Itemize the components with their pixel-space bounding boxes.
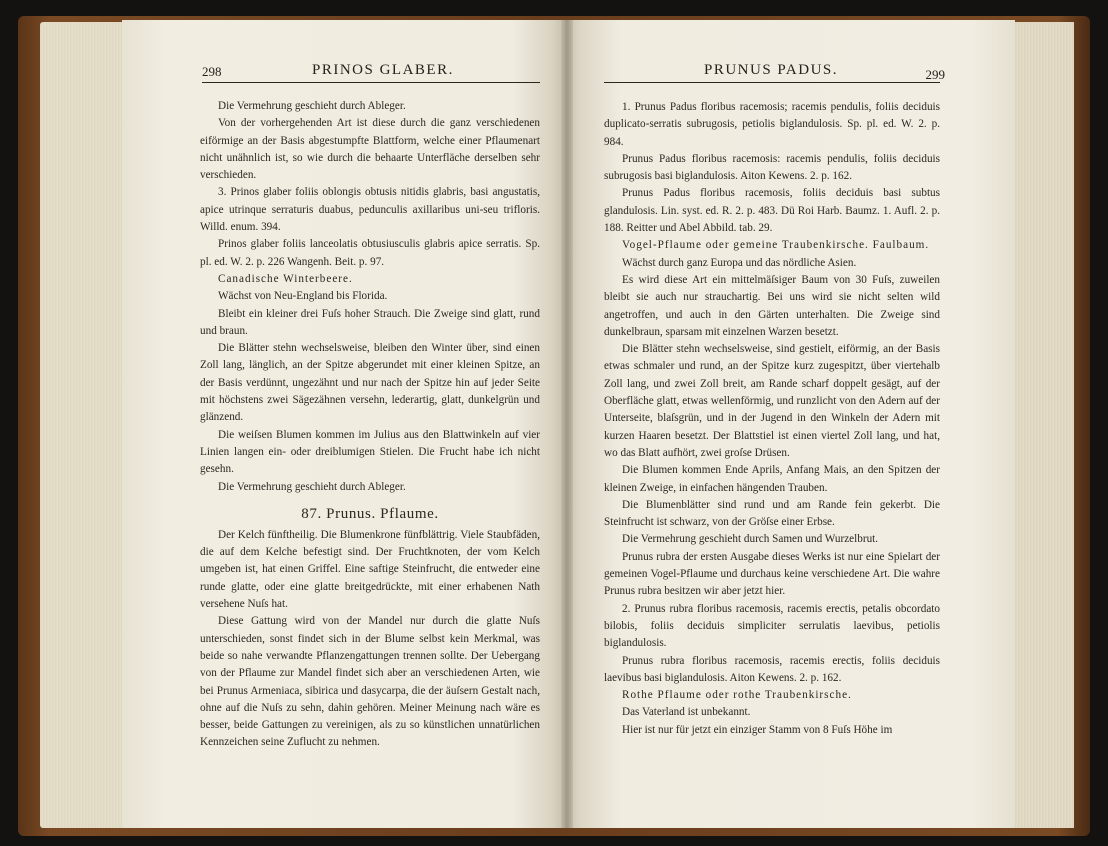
paragraph: Wächst von Neu-England bis Florida. [218,290,388,303]
paragraph: 1. Prunus Padus floribus racemosis; racemis pendulis, foliis deciduis duplicato-serratis subrugosis, petiolis biglandulosis. Sp. pl. ed. W. 2. p. 984. [604,101,940,148]
right-page-number: 299 [925,67,945,82]
paragraph: Prunus Padus floribus racemosis: racemis pendulis, foliis deciduis subrugosis basi biglandulosis. Aiton Kewens. 2. p. 162. [604,152,940,183]
paragraph: Die weiſsen Blumen kommen im Julius aus den Blattwinkeln auf vier Linien langen ein- oder dreiblumigen Stielen. Die Frucht habe ich nicht gesehn. [200,428,540,476]
paragraph: Die Vermehrung geschieht durch Samen und Wurzelbrut. [622,533,879,546]
paragraph: Die Vermehrung geschieht durch Ableger. [218,100,406,112]
right-page-header [604,58,945,83]
right-page-text [604,99,940,739]
paragraph: Diese Gattung wird von der Mandel nur durch die glatte Nuſs unterschieden, sonst findet sich in der Blume selbst kein Merkmal, was beide so nahe verwandte Pflanzengattungen trennen sollte. Der Uebergang von der Pflaume zur Mandel findet sich aber an verschiedenen Arten, wie bei Prunus Armeniaca, sibirica und dasycarpa, die der äuſsern Gestalt nach, ohne auf die Nuſs zu sehn, dahin gehören. Meiner Meinung nach wäre es besser, beide Gattungen zu vereinigen, als zu so künstlichen unnatürlichen Kennzeichen seine Zuflucht zu nehmen. [200,615,540,749]
paragraph: Die Vermehrung geschieht durch Ableger. [218,480,406,493]
page-edges-left [40,22,126,828]
paragraph: Prunus Padus floribus racemosis, foliis deciduis basi subtus glandulosis. Lin. syst. ed. R. 2. p. 483. Dü Roi Harb. Baumz. 1. Aufl. 2. p. 188. Reitter und Abel Abbild. tab. 29. [604,187,940,235]
paragraph: Vogel-Pflaume oder gemeine Traubenkirsche. Faulbaum. [622,239,930,252]
paragraph: Es wird diese Art ein mittelmäſsiger Baum von 30 Fuſs, zuweilen bleibt sie auch nur strauchartig. Bei uns wird sie nicht selten wild angetroffen, und auch in den Gärten unterhalten. Die Zweige sind dunkelbraun, sparsam mit einzelnen Warzen besetzt. [604,273,940,338]
paragraph: Prinos glaber foliis lanceolatis obtusiusculis glabris apice serratis. Sp. pl. ed. W. 2. p. 226 Wangenh. Beit. p. 97. [200,238,540,268]
paragraph: Der Kelch fünftheilig. Die Blumenkrone fünfblättrig. Viele Staubfäden, die auf dem Kelche befestigt sind. Der Fruchtknoten, der vom Kelch umgeben ist, hat einen Griffel. Eine saftige Steinfrucht, die entweder eine runde glatte, oder eine glatte breitgedrückte, mit einer erhabenen Nath versehene Nuſs hat. [200,528,540,611]
paragraph: Die Blumenblätter sind rund und am Rande fein gekerbt. Die Steinfrucht ist schwarz, von der Gröſse einer Erbse. [604,498,940,529]
paragraph: Canadische Winterbeere. [218,272,353,285]
paragraph: Die Blätter stehn wechselsweise, bleiben den Winter über, sind einen Zoll lang, länglich, an der Spitze abgerundet mit einer kleinen Spitze, an der Basis verdünnt, ungezähnt und nur nach der Spitze hin auf jeder Seite mit höchstens zwei Sägezähnen versehn, lederartig, glatt, dunkelgrün und glänzend. [200,342,540,424]
paragraph: Von der vorhergehenden Art ist diese durch die ganz verschiedenen eiförmige an der Basis abgestumpfte Blattform, welche einer Pflaumenart nicht unähnlich ist, so wie durch die behaarte Unterfläche derselben sehr verschieden. [200,117,540,182]
paragraph: Die Blumen kommen Ende Aprils, Anfang Mais, an den Spitzen der kleinen Zweige, in einfachen hängenden Trauben. [604,464,940,494]
left-page-text [200,98,540,752]
paragraph: Die Blätter stehn wechselsweise, sind gestielt, eiförmig, an der Basis etwas schmaler und rund, an der Spitze kurz zugespitzt, über viertehalb Zoll lang, und zwei Zoll breit, am Rande scharf doppelt gesägt, auf der Oberfläche glatt, etwas wellenförmig, und runzlicht von den Adern auf der Unterseite, blaſsgrün, und in der Jugend in den Winkeln der Adern mit kurzen Haaren besetzt. Der Blattstiel ist einen viertel Zoll lang, und hat, wo das Blatt aufhört, zwei groſse Drüsen. [604,343,940,459]
left-running-head: PRINOS GLABER. [312,62,454,78]
right-running-head: PRUNUS PADUS. [704,62,838,78]
book-gutter [561,20,573,828]
left-page-header [202,58,540,83]
paragraph: Prunus rubra der ersten Ausgabe dieses Werks ist nur eine Spielart der gemeinen Vogel-Pflaume und durchaus keine verschiedene Art. Die wahre Prunus rubra besitzen wir aber jetzt hier. [604,550,940,598]
paragraph: Das Vaterland ist unbekannt. [622,706,751,719]
page-edges-right [1012,22,1074,828]
paragraph: 2. Prunus rubra floribus racemosis, racemis erectis, petalis obcordato bilobis, foliis deciduis simpliciter serrulatis laevibus, petiolis biglandulosis. [604,602,940,650]
paragraph: Wächst durch ganz Europa und das nördliche Asien. [622,256,857,269]
paragraph: Rothe Pflaume oder rothe Traubenkirsche. [622,689,852,702]
paragraph: 3. Prinos glaber foliis oblongis obtusis nitidis glabris, basi angustatis, apice utrinque serraturis duabus, pedunculis axillaribus uni-seu trifloris. Willd. enum. 394. [200,186,540,234]
section-title: 87. Prunus. Pflaume. [301,505,439,522]
paragraph: Bleibt ein kleiner drei Fuſs hoher Strauch. Die Zweige sind glatt, rund und braun. [200,307,540,337]
left-page-number: 298 [202,64,222,79]
paragraph: Hier ist nur für jetzt ein einziger Stamm von 8 Fuſs Höhe im [622,723,893,736]
paragraph: Prunus rubra floribus racemosis, racemis erectis, foliis deciduis laevibus basi biglandulosis. Aiton Kewens. 2. p. 162. [604,654,940,684]
